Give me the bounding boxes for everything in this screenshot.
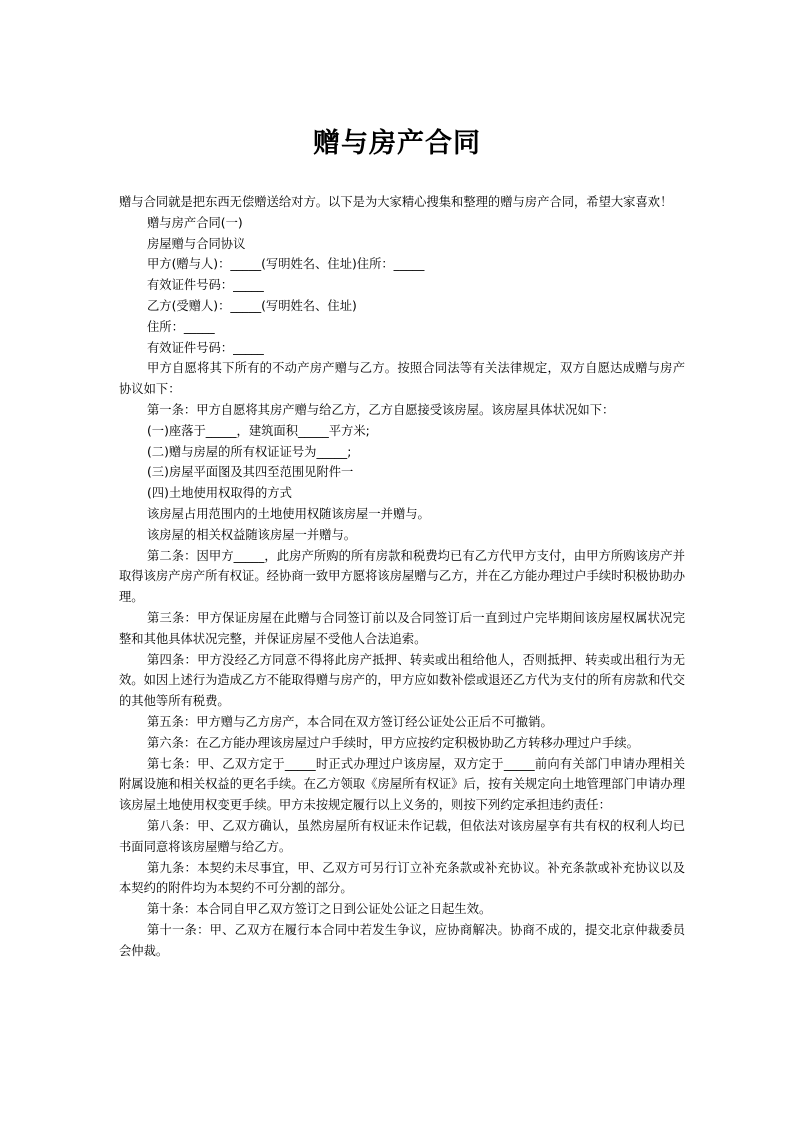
paragraph: 第四条：甲方没经乙方同意不得将此房产抵押、转卖或出租给他人，否则抵押、转卖或出租行为无效。如因上述行为造成乙方不能取得赠与房产的，甲方应如数补偿或退还乙方代为支付的所有房款和代交的其他等所有税费。 <box>119 652 685 709</box>
paragraph: 第三条：甲方保证房屋在此赠与合同签订前以及合同签订后一直到过户完毕期间该房屋权属状况完整和其他具体状况完整，并保证房屋不受他人合法追索。 <box>119 610 685 646</box>
paragraph: 该房屋占用范围内的土地使用权随该房屋一并赠与。 <box>147 506 430 521</box>
paragraph: 第十条：本合同自甲乙双方签订之日到公证处公证之日起生效。 <box>147 902 492 917</box>
paragraph: 住所：_____ <box>147 319 215 334</box>
paragraph: 甲方(赠与人)：_____(写明姓名、住址)住所：_____ <box>147 257 425 272</box>
paragraph: 赠与合同就是把东西无偿赠送给对方。以下是为大家精心搜集和整理的赠与房产合同，希望大家喜欢！ <box>119 195 673 209</box>
paragraph: 赠与房产合同(一) <box>147 215 243 230</box>
paragraph: 第九条：本契约未尽事宜，甲、乙双方可另行订立补充条款或补充协议。补充条款或补充协议以及本契约的附件均为本契约不可分割的部分。 <box>119 860 685 896</box>
paragraph: 第五条：甲方赠与乙方房产，本合同在双方签订经公证处公正后不可撤销。 <box>147 714 553 729</box>
paragraph: (二)赠与房屋的所有权证证号为_____; <box>147 444 352 459</box>
paragraph: 第八条：甲、乙双方确认，虽然房屋所有权证未作记载，但依法对该房屋享有共有权的权利人均已书面同意将该房屋赠与给乙方。 <box>119 818 685 854</box>
paragraph: 房屋赠与合同协议 <box>147 236 246 251</box>
paragraph: (一)座落于_____，建筑面积_____平方米; <box>147 423 370 438</box>
document-title: 赠与房产合同 <box>313 128 481 159</box>
document-body <box>119 192 685 961</box>
paragraph: 第六条：在乙方能办理该房屋过户手续时，甲方应按约定积极协助乙方转移办理过户手续。 <box>147 735 639 750</box>
paragraph: 有效证件号码：_____ <box>147 340 264 355</box>
paragraph: 第一条：甲方自愿将其房产赠与给乙方，乙方自愿接受该房屋。该房屋具体状况如下： <box>147 402 615 417</box>
paragraph: 乙方(受赠人)：_____(写明姓名、住址) <box>147 298 357 313</box>
paragraph: 第十一条：甲、乙双方在履行本合同中若发生争议，应协商解决。协商不成的，提交北京仲裁委员会仲裁。 <box>119 922 685 958</box>
paragraph: (四)土地使用权取得的方式 <box>147 486 292 501</box>
paragraph: 有效证件号码：_____ <box>147 278 264 293</box>
paragraph: 第七条：甲、乙双方定于_____时正式办理过户该房屋，双方定于_____前向有关部门申请办理相关附属设施和相关权益的更名手续。在乙方领取《房屋所有权证》后，按有关规定向土地管理部门申请办理该房屋土地使用权变更手续。甲方未按规定履行以上义务的，则按下列约定承担违约责任： <box>119 756 685 813</box>
paragraph: 该房屋的相关权益随该房屋一并赠与。 <box>147 527 357 542</box>
paragraph: 甲方自愿将其下所有的不动产房产赠与乙方。按照合同法等有关法律规定，双方自愿达成赠与房产协议如下： <box>119 361 685 397</box>
paragraph: 第二条：因甲方_____，此房产所购的所有房款和税费均已有乙方代甲方支付，由甲方所购该房产并取得该房产房产所有权证。经协商一致甲方愿将该房屋赠与乙方，并在乙方能办理过户手续时积极协助办理。 <box>119 548 685 605</box>
paragraph: (三)房屋平面图及其四至范围见附件一 <box>147 465 354 480</box>
